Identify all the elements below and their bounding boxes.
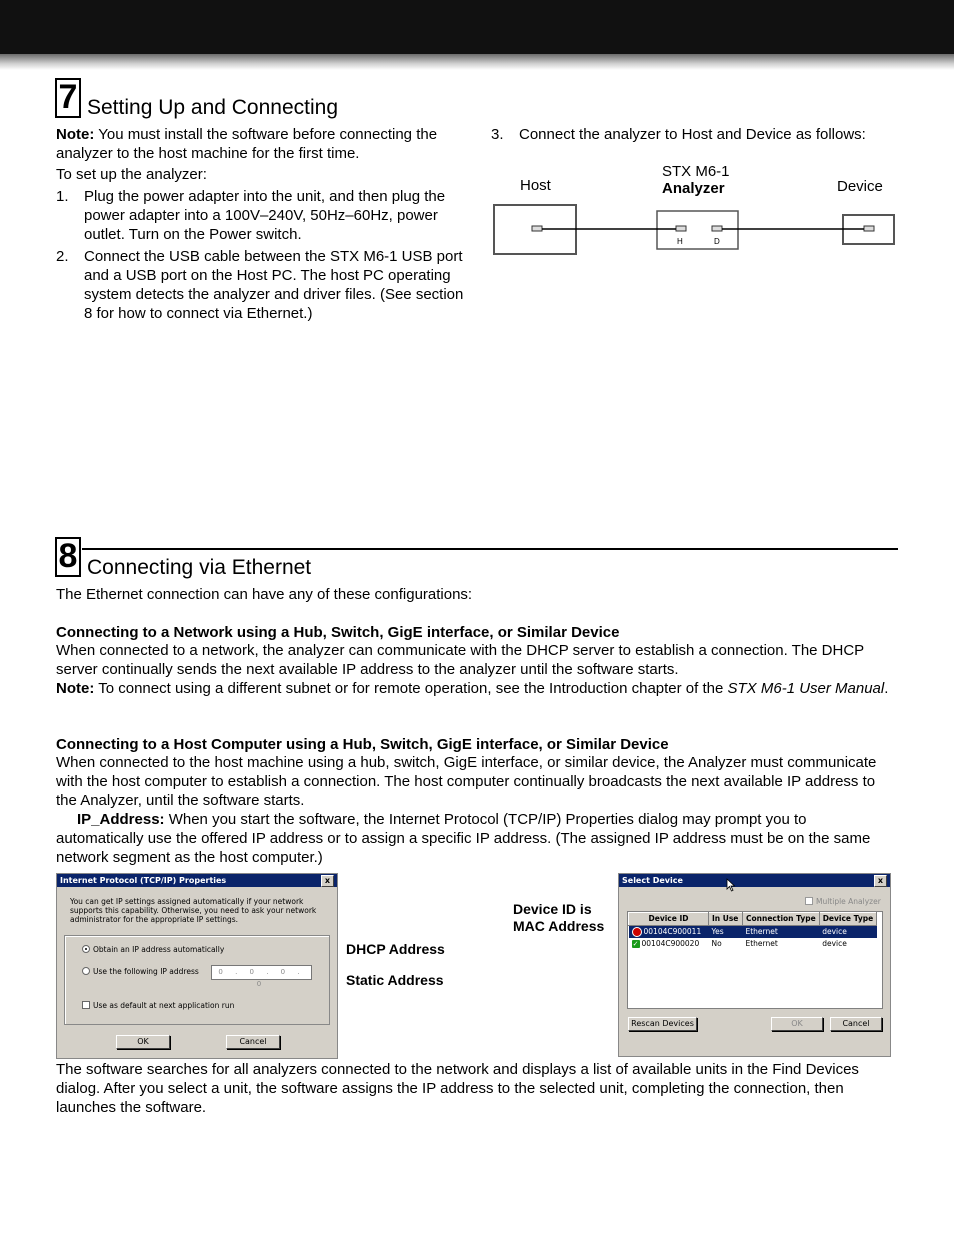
diagram-port-h [676,226,686,231]
diagram-host-port [532,226,542,231]
tcpip-info-text: You can get IP settings assigned automatically if your network supports this capability. Otherwise, you need to ask your network administrator for the appropriate IP settings. [70,897,317,924]
table-row[interactable] [629,926,877,939]
closing-text: The software searches for all analyzers connected to the network and displays a list of available units in the Find Devices dialog. After you select a unit, the software assigns the IP address to the selected unit, completing the connection, then launches the software. [56,1061,859,1116]
connection-diagram [490,160,900,260]
section-number-7: 7 [55,78,81,118]
ip-address-text: IP_Address: When you start the software, the Internet Protocol (TCP/IP) Properties dialog may prompt you to automatically use the offered IP address or to assign a specific IP address. (The assigned IP address must be on the same network segment as the host computer.) [56,811,871,866]
device-id-cell: ✓ 00104C900020 [632,939,700,948]
default-checkbox-label: Use as default at next application run [93,1001,235,1010]
ip-address-field[interactable]: 0 . 0 . 0 . 0 [211,965,312,980]
in-use-cell: No [711,939,722,948]
col-in-use[interactable]: In Use [709,913,743,926]
select-dialog-title: Select Device x [619,874,890,887]
in-use-icon [632,927,642,937]
section-number-8: 8 [55,537,81,577]
host-text: When connected to the host machine using a hub, switch, GigE interface, or similar device, the Analyzer must communicate with the host computer to establish a connection. The host computer continually broadcasts the next available IP address to the Analyzer, until the software starts. [56,754,877,809]
device-type-cell: device [822,939,847,948]
header-bar [0,0,954,54]
device-id-callout-2: MAC Address [513,918,605,934]
network-heading: Connecting to a Network using a Hub, Switch, GigE interface, or Similar Device [56,624,620,641]
col-device-type[interactable]: Device Type [819,913,877,926]
diagram-analyzer-box [657,211,738,249]
section8-intro: The Ethernet connection can have any of these configurations: [56,586,473,603]
device-type-cell: device [819,926,877,939]
diagram-host-label: Host [520,177,551,194]
col-connection-type[interactable]: Connection Type [743,913,820,926]
host-heading: Connecting to a Host Computer using a Hub, Switch, GigE interface, or Similar Device [56,736,669,753]
close-icon[interactable]: x [321,875,334,887]
section-title-ethernet: Connecting via Ethernet [87,556,312,579]
select-cancel-button[interactable]: Cancel [830,1017,882,1031]
default-checkbox[interactable] [82,1001,90,1009]
step-1: 1. Plug the power adapter into the unit, and then plug the power adapter into a 100V–240V, 50Hz–60Hz, power outlet. Turn on the Power switch. [56,188,446,243]
static-address-callout: Static Address [346,972,444,988]
radio-use-following[interactable] [82,967,90,975]
dhcp-address-callout: DHCP Address [346,941,445,957]
diagram-port-d-label: D [714,237,720,246]
step-2: 2. Connect the USB cable between the STX M6-1 USB port and a USB port on the Host PC. The host PC operating system detects the analyzer and driver files. (See section 8 for how to connect via Ethernet.) [56,248,464,322]
tcpip-dialog-title: Internet Protocol (TCP/IP) Properties x [57,874,337,887]
multiple-analyzer-checkbox[interactable] [805,897,813,905]
close-icon[interactable]: x [874,875,887,887]
col-device-id[interactable]: Device ID [629,913,709,926]
section7-note: Note: You must install the software before connecting the analyzer to the host machine for the first time. [56,126,438,162]
header-gradient [0,54,954,70]
connection-type-cell: Ethernet [743,926,820,939]
mouse-cursor-icon [726,878,736,892]
device-list [627,911,883,1009]
device-table [628,912,877,950]
step-3: 3. Connect the analyzer to Host and Device as follows: [491,126,866,143]
tcpip-ok-button[interactable]: OK [116,1035,170,1049]
tcpip-properties-dialog [56,873,338,1059]
select-device-dialog [618,873,891,1057]
diagram-port-d [712,226,722,231]
device-id-cell: 00104C900011 [629,926,709,939]
section8-rule [82,548,898,550]
diagram-device-port [864,226,874,231]
connection-type-cell: Ethernet [745,939,778,948]
multiple-analyzer-label: Multiple Analyzer [816,897,881,906]
in-use-cell: Yes [709,926,743,939]
available-check-icon: ✓ [632,940,639,948]
tcpip-cancel-button[interactable]: Cancel [226,1035,280,1049]
option-manual-label: Use the following IP address [93,967,199,976]
network-text: When connected to a network, the analyzer can communicate with the DHCP server to establish a connection. The DHCP server continually sends the next available IP address to the analyzer until the software starts. [56,642,864,678]
diagram-port-h-label: H [677,237,683,246]
section7-intro: To set up the analyzer: [56,166,207,183]
section8-note: Note: To connect using a different subnet or for remote operation, see the Introduction chapter of the STX M6-1 User Manual. [56,680,889,697]
select-ok-button[interactable]: OK [771,1017,823,1031]
table-row[interactable] [629,938,877,950]
device-id-callout-1: Device ID is [513,901,592,917]
diagram-analyzer-label-2: Analyzer [662,180,725,197]
diagram-device-label: Device [837,178,883,195]
rescan-devices-button[interactable]: Rescan Devices [628,1017,697,1031]
option-auto-label: Obtain an IP address automatically [93,945,225,954]
section-title-setting-up: Setting Up and Connecting [87,96,339,119]
diagram-analyzer-label-1: STX M6-1 [662,163,730,180]
radio-obtain-auto[interactable] [82,945,90,953]
